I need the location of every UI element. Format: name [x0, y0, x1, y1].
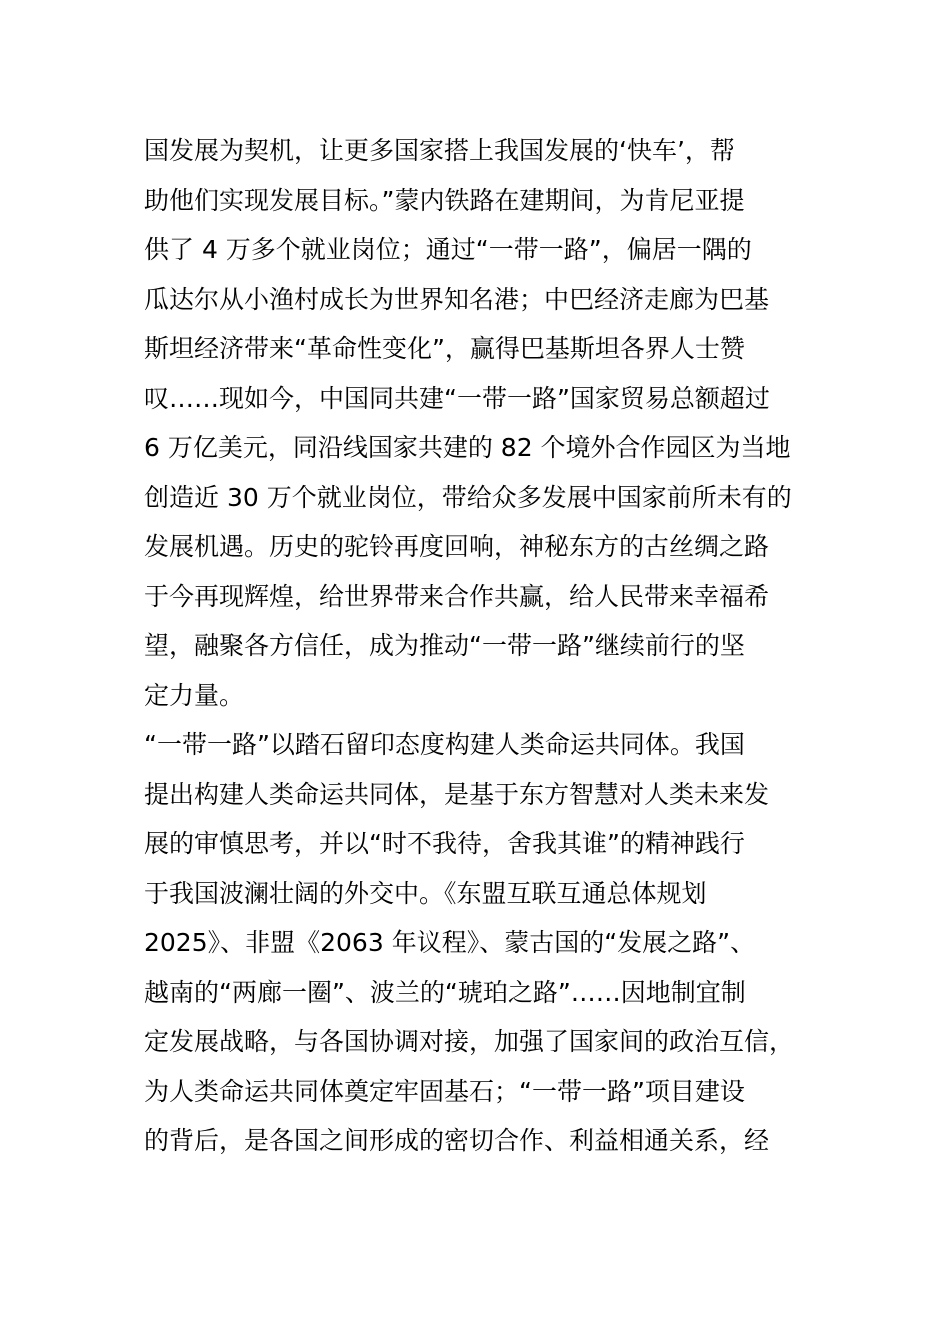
text-line: 助他们实现发展目标。”蒙内铁路在建期间，为肯尼亚提 — [144, 185, 745, 215]
text-line: “一带一路”以踏石留印态度构建人类命运共同体。我国 — [144, 730, 745, 759]
paragraph-1 — [144, 126, 809, 720]
text-line: 国发展为契机，让更多国家搭上我国发展的‘快车’，帮 — [144, 136, 735, 165]
text-line: 的背后，是各国之间形成的密切合作、利益相通关系，经 — [144, 1126, 770, 1155]
text-line: 定力量。 — [144, 680, 245, 710]
document-body — [144, 126, 809, 1166]
text-line: 创造近 30 万个就业岗位，带给众多发展中国家前所未有的 — [144, 482, 792, 512]
text-line: 发展机遇。历史的驼铃再度回响，神秘东方的古丝绸之路 — [144, 532, 770, 561]
text-line: 定发展战略，与各国协调对接，加强了国家间的政治互信， — [144, 1027, 795, 1056]
text-line: 越南的“两廊一圈”、波兰的“琥珀之路”……因地制宜制 — [144, 977, 746, 1007]
text-line: 为人类命运共同体奠定牢固基石；“一带一路”项目建设 — [144, 1076, 745, 1106]
text-line: 望，融聚各方信任，成为推动“一带一路”继续前行的坚 — [144, 631, 745, 660]
text-line: 6 万亿美元，同沿线国家共建的 82 个境外合作园区为当地 — [144, 433, 791, 462]
text-line: 瓜达尔从小渔村成长为世界知名港；中巴经济走廊为巴基 — [144, 284, 770, 314]
text-line: 于我国波澜壮阔的外交中。《东盟互联互通总体规划 — [144, 878, 707, 908]
text-line: 2025》、非盟《2063 年议程》、蒙古国的“发展之路”、 — [144, 928, 756, 957]
text-line: 于今再现辉煌，给世界带来合作共赢，给人民带来幸福希 — [144, 581, 770, 611]
text-line: 斯坦经济带来“革命性变化”，赢得巴基斯坦各界人士赞 — [144, 334, 745, 363]
text-line: 展的审慎思考，并以“时不我待，舍我其谁”的精神践行 — [144, 829, 745, 858]
paragraph-2 — [144, 720, 809, 1166]
text-line: 提出构建人类命运共同体，是基于东方智慧对人类未来发 — [144, 779, 770, 809]
text-line: 供了 4 万多个就业岗位；通过“一带一路”，偏居一隅的 — [144, 235, 752, 264]
text-line: 叹……现如今，中国同共建“一带一路”国家贸易总额超过 — [144, 383, 770, 413]
